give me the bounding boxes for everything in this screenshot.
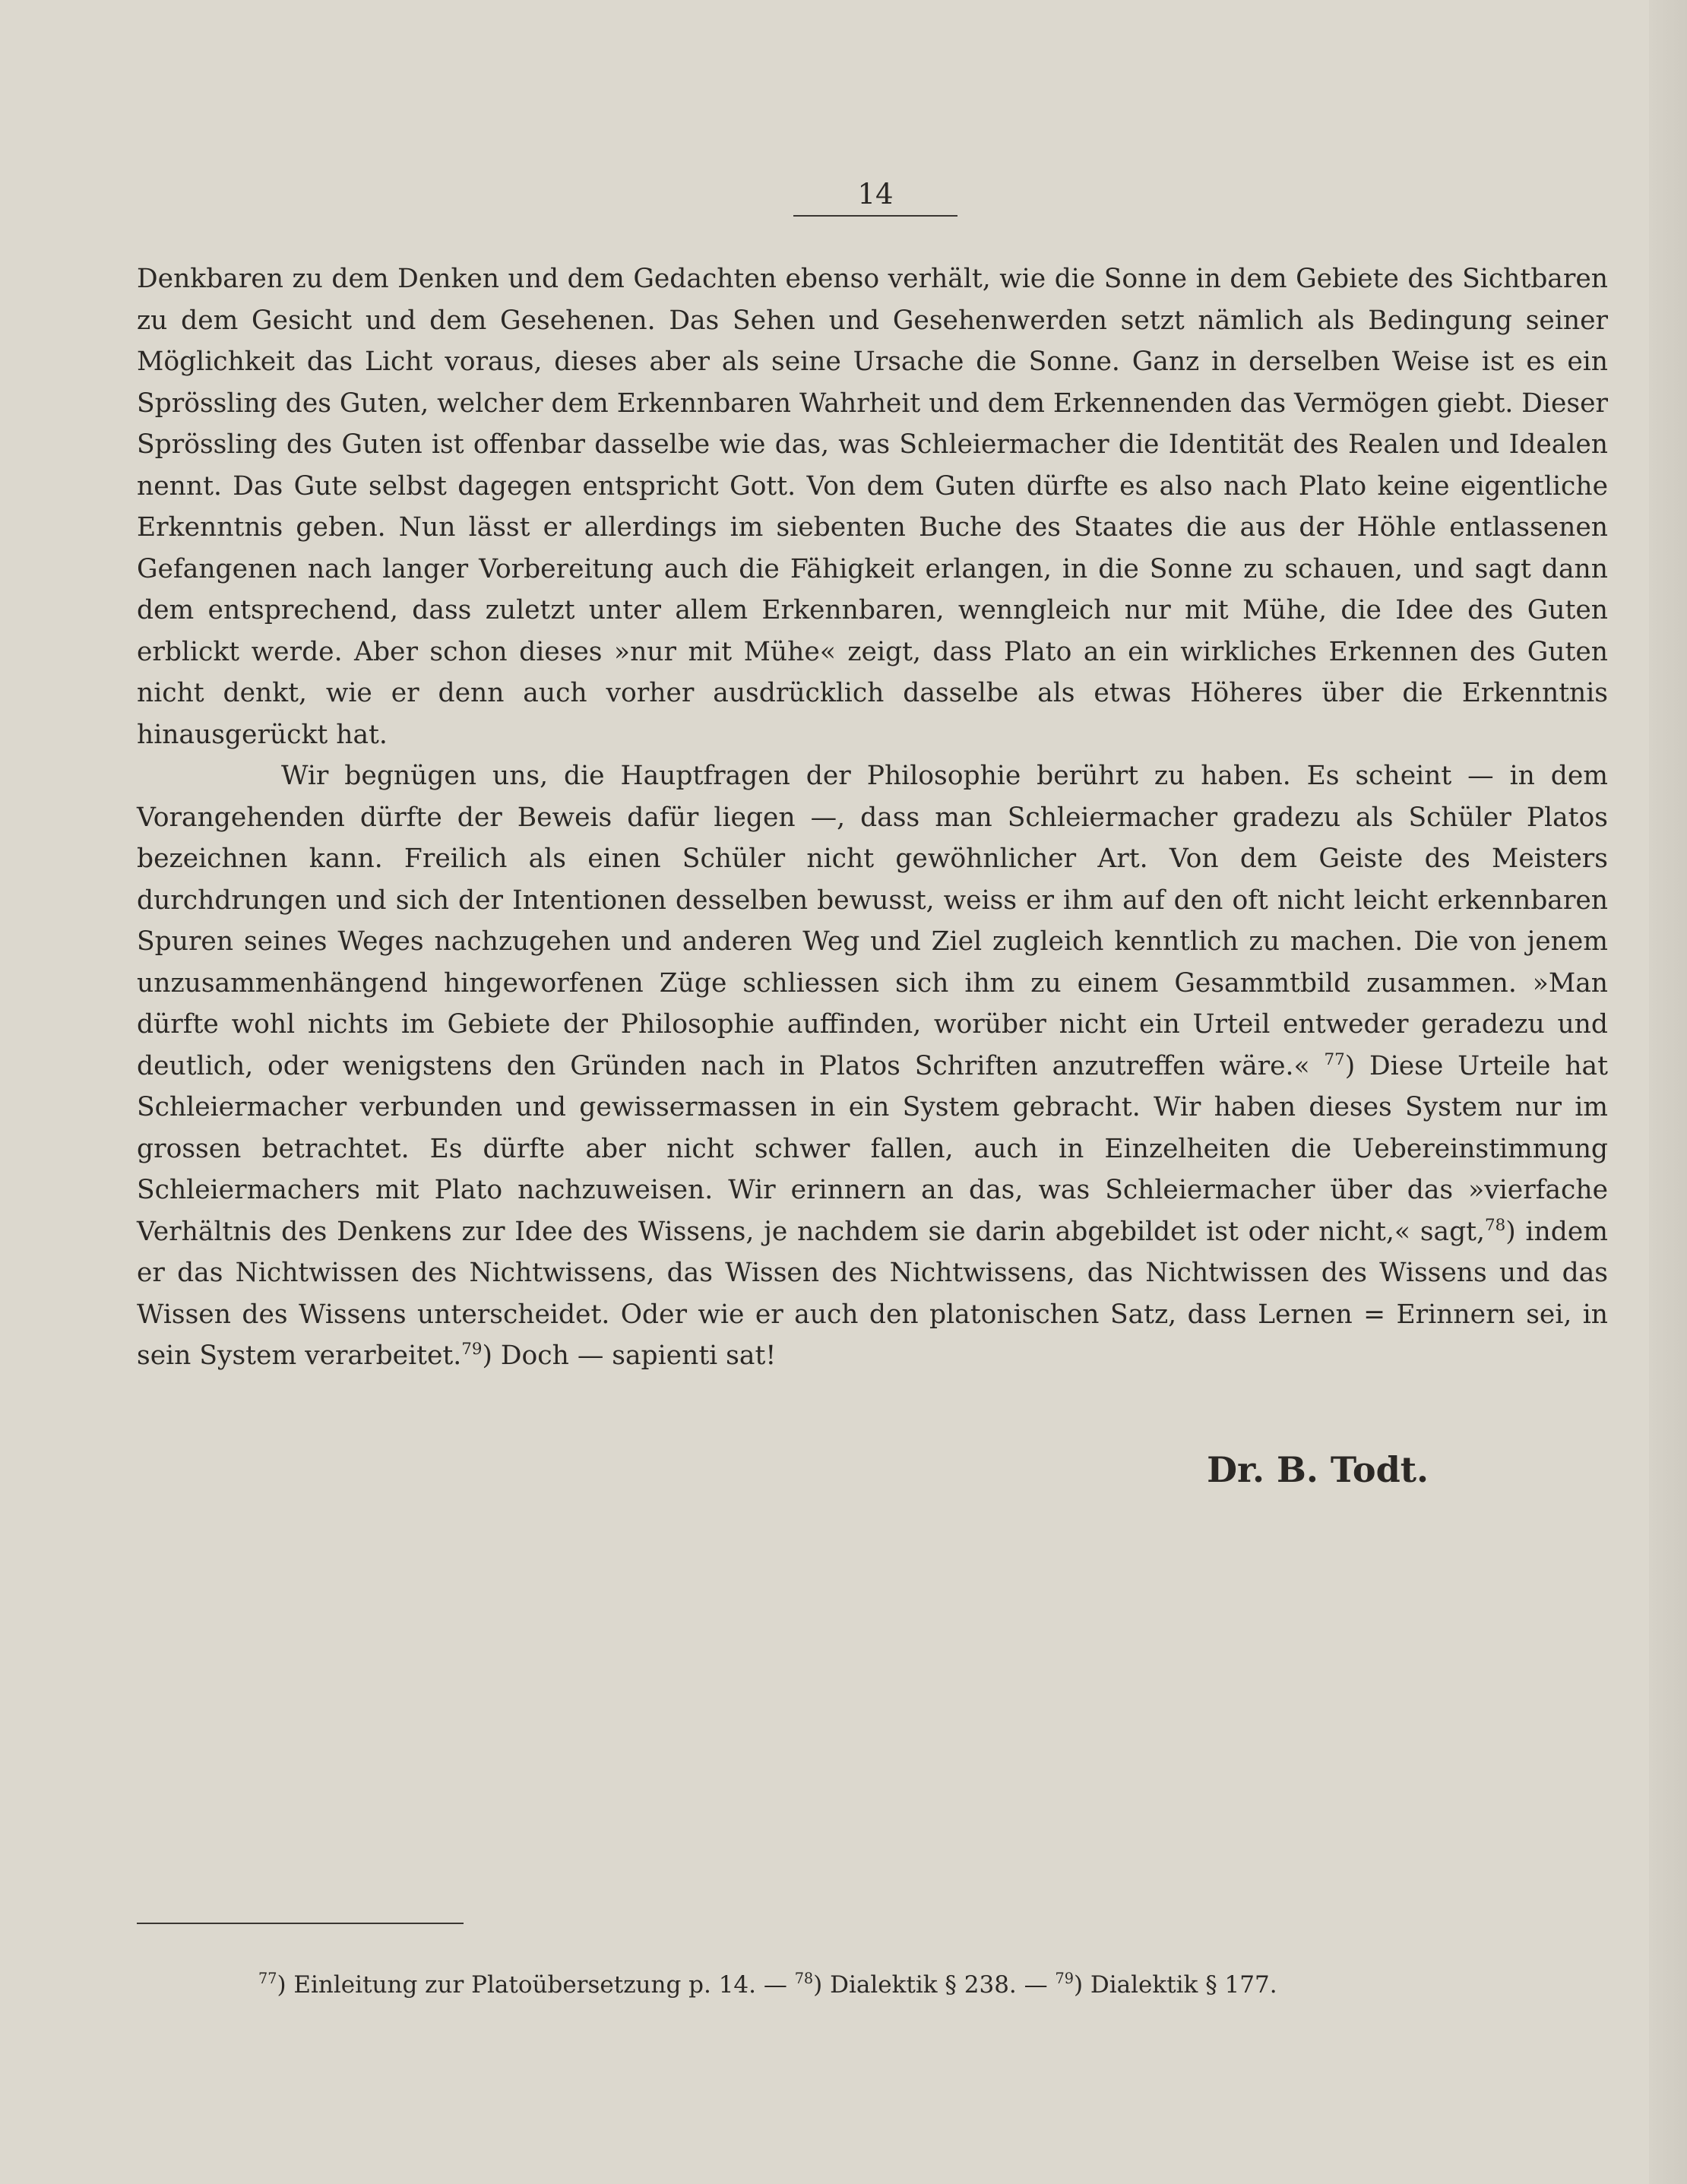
text-run: ) Dialektik § 238. — [813, 1971, 1056, 1999]
page-edge-shadow [1649, 0, 1687, 2184]
footnote-marker: 77 [258, 1970, 277, 1988]
text-run: ) Einleitung zur Platoübersetzung p. 14. — [277, 1971, 795, 1999]
footnote-marker: 78 [794, 1970, 814, 1988]
author-signature: Dr. B. Todt. [1207, 1449, 1429, 1490]
paragraph [137, 755, 1608, 1377]
footnote-marker: 78 [1485, 1215, 1506, 1235]
page-number: 14 [857, 178, 894, 210]
footnotes [258, 1968, 1474, 2002]
text-run: ) Diese Urteile hat Schleiermacher verbunden und gewissermassen in ein System gebracht. Wir haben dieses System nur im grossen betrachtet. Es dürfte aber nicht schwer fallen, auch in Einzelheiten die Uebereinstimmung Schleiermachers mit Plato nachzuweisen. Wir erinnern an das, was Schleiermacher über das »vierfache Verhältnis des Denkens zur Idee des Wissens, je nachdem sie darin abgebildet ist oder nicht,« sagt, [137, 1050, 1608, 1247]
text-run: Wir begnügen uns, die Hauptfragen der Philosophie berührt zu haben. Es scheint — in dem Vorangehenden dürfte der Beweis dafür liegen —, dass man Schleiermacher gradezu als Schüler Platos bezeichnen kann. Freilich als einen Schüler nicht gewöhnlicher Art. Von dem Geiste des Meisters durchdrungen und sich der Intentionen desselben bewusst, weiss er ihm auf den oft nicht leicht erkennbaren Spuren seines Weges nachzugehen und anderen Weg und Ziel zugleich kenntlich zu machen. Die von jenem unzusammenhängend hingeworfenen Züge schliessen sich ihm zu einem Gesammtbild zusammen. »Man dürfte wohl nichts im Gebiete der Philosophie auffinden, worüber nicht ein Urteil entweder geradezu und deutlich, oder wenigstens den Gründen nach in Platos Schriften anzutreffen wäre.« [137, 761, 1608, 1081]
page-number-rule [793, 215, 957, 217]
text-run: Denkbaren zu dem Denken und dem Gedachten ebenso verhält, wie die Sonne in dem Gebiete des Sichtbaren zu dem Gesicht und dem Gesehenen. Das Sehen und Gesehenwerden setzt nämlich als Bedingung seiner Möglichkeit das Licht voraus, dieses aber als seine Ursache die Sonne. Ganz in derselben Weise ist es ein Sprössling des Guten, welcher dem Erkennbaren Wahrheit und dem Erkennenden das Vermögen giebt. Dieser Sprössling des Guten ist offenbar dasselbe wie das, was Schleiermacher die Identität des Realen und Idealen nennt. Das Gute selbst dagegen entspricht Gott. Von dem Guten dürfte es also nach Plato keine eigentliche Erkenntnis geben. Nun lässt er allerdings im siebenten Buche des Staates die aus der Höhle entlassenen Gefangenen nach langer Vorbereitung auch die Fähigkeit erlangen, in die Sonne zu schauen, und sagt dann dem entsprechend, dass zuletzt unter allem Erkennbaren, wenngleich nur mit Mühe, die Idee des Guten erblickt werde. Aber schon dieses »nur mit Mühe« zeigt, dass Plato an ein wirkliches Erkennen des Guten nicht denkt, wie er denn auch vorher ausdrücklich dasselbe als etwas Höheres über die Erkenntnis hinausgerückt hat. [137, 264, 1608, 750]
paragraph [137, 258, 1608, 755]
text-run: ) Doch — sapienti sat! [482, 1340, 777, 1371]
body-text [137, 258, 1608, 1377]
text-run: ) Dialektik § 177. [1073, 1971, 1277, 1999]
footnote-marker: 79 [461, 1339, 483, 1359]
footnote-marker: 79 [1055, 1970, 1074, 1988]
footnote-marker: 77 [1324, 1049, 1345, 1069]
footnote-rule [137, 1923, 464, 1924]
text-run: ) indem er das Nichtwissen des Nichtwissens, das Wissen des Nichtwissens, das Nichtwissen des Wissens und das Wissen des Wissens unterscheidet. Oder wie er auch den platonischen Satz, dass Lernen = Erinnern sei, in sein System verarbeitet. [137, 1216, 1608, 1371]
